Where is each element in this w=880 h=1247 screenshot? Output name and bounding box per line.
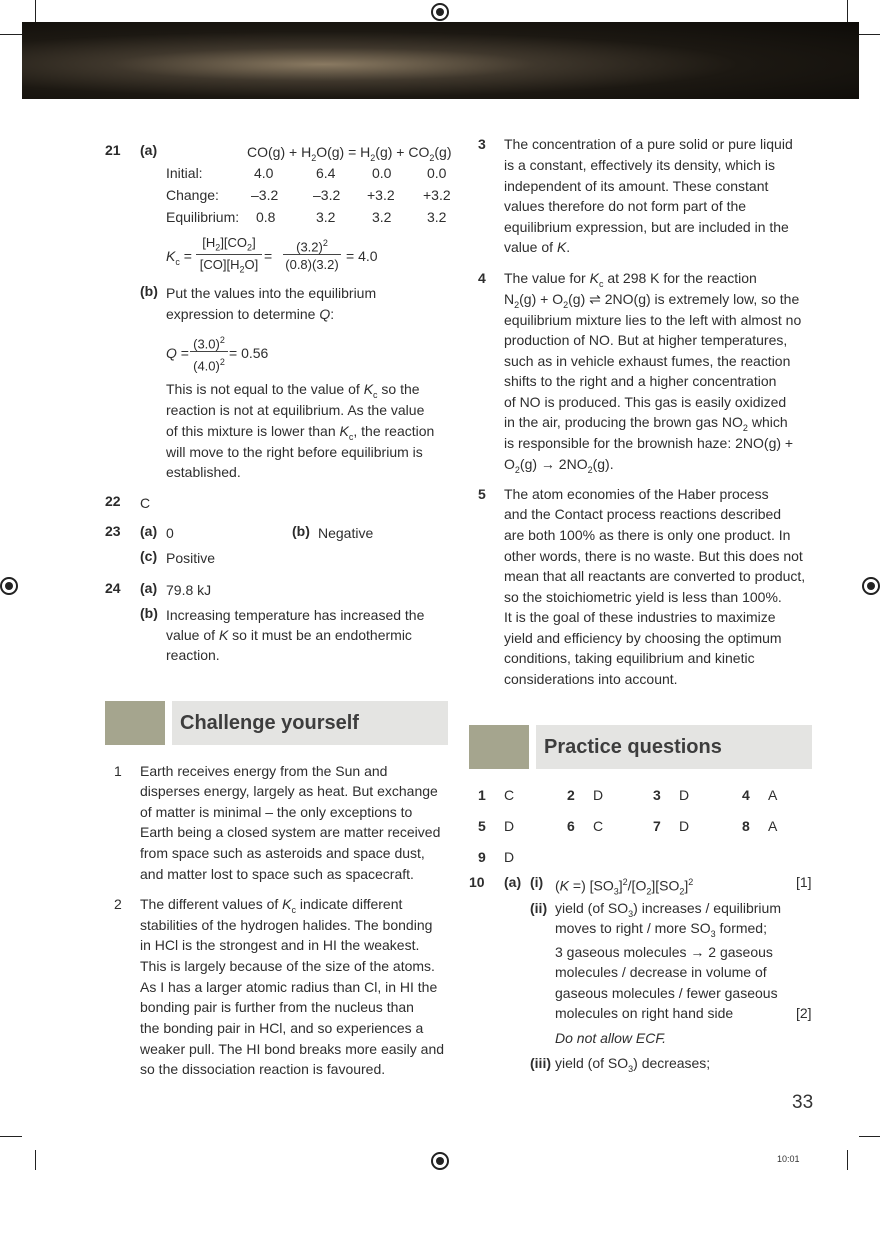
page-number: 33 — [792, 1092, 814, 1113]
text-line: molecules on right hand side — [555, 1005, 734, 1021]
text-line: will move to the right before equilibrium is — [166, 444, 423, 460]
kc-num-values: $(3.2)^2$ — [296, 238, 328, 255]
part-label: (a) — [140, 523, 158, 539]
part-label: (b) — [140, 283, 158, 299]
text-line: such as in vehicle exhaust fumes, the reaction — [504, 353, 791, 369]
crop-mark — [859, 1136, 880, 1137]
mcq-answer: A — [768, 787, 778, 803]
header-banner-image — [22, 22, 859, 99]
fraction-bar — [196, 254, 262, 255]
text-line: of NO is produced. This gas is easily oxidized — [504, 394, 787, 410]
text-line: The value for $K_c$ at 298 K for the reaction — [504, 270, 757, 289]
text-line: of matter is minimal – the only exceptions to — [140, 804, 413, 820]
mcq-number: 6 — [567, 818, 575, 834]
mcq-answer: D — [504, 849, 515, 865]
print-timestamp: 10:01 — [777, 1154, 800, 1164]
q-denominator: $(4.0)^2$ — [193, 357, 225, 374]
mcq-answer: D — [679, 787, 690, 803]
text-line: conditions, taking equilibrium and kinetic — [504, 650, 755, 666]
text-line: production of NO. But at higher temperatures, — [504, 332, 788, 348]
text-line: values therefore do not form part of the — [504, 198, 747, 214]
text-line: Earth being a closed system are matter received — [140, 824, 441, 840]
subpart-label: (ii) — [530, 900, 548, 916]
text-line: in the air, producing the brown gas $NO_2$ which — [504, 414, 788, 433]
text-line: shifts to the right and a higher concentration — [504, 373, 777, 389]
text-line: Earth receives energy from the Sun and — [140, 763, 388, 779]
question-number: 10 — [469, 874, 485, 890]
part-label: (a) — [140, 580, 158, 596]
answer: C — [140, 495, 151, 511]
text-line: and matter lost to space such as spacecraft. — [140, 866, 414, 882]
text-line: in HCl is the strongest and in HI the weakest. — [140, 937, 420, 953]
text-line: of this mixture is lower than $K_c$, the reaction — [166, 423, 435, 442]
fraction-bar — [283, 254, 341, 255]
text-line: gaseous molecules / fewer gaseous — [555, 985, 778, 1001]
row-label: Change: — [166, 187, 219, 203]
kc-den-values: (0.8)(3.2) — [285, 257, 339, 272]
kc-denominator: $[CO][H_2O]$ — [199, 257, 259, 275]
text-line: stabilities of the hydrogen halides. The bonding — [140, 917, 433, 933]
row-label: Initial: — [166, 165, 203, 181]
table-cell: 3.2 — [427, 209, 447, 225]
crop-mark — [847, 0, 848, 22]
mcq-number: 4 — [742, 787, 750, 803]
part-label: (b) — [292, 523, 310, 539]
text-line: equilibrium mixture lies to the left with almost no — [504, 312, 802, 328]
table-cell: +3.2 — [423, 187, 451, 203]
subpart-label: (iii) — [530, 1055, 551, 1071]
crop-mark — [35, 1150, 36, 1170]
text-line: As I has a larger atomic radius than Cl, in HI the — [140, 979, 438, 995]
mcq-number: 5 — [478, 818, 486, 834]
table-cell: 3.2 — [372, 209, 392, 225]
question-number: 21 — [105, 142, 121, 158]
text-line: disperses energy, largely as heat. But exchange — [140, 783, 438, 799]
answer: Positive — [166, 550, 216, 566]
section-header-block — [105, 701, 165, 745]
crop-mark — [35, 0, 36, 22]
text-line: is responsible for the brownish haze: 2NO(g) + — [504, 435, 794, 451]
text-line: Put the values into the equilibrium — [166, 285, 377, 301]
row-label: Equilibrium: — [166, 209, 240, 225]
table-cell: –3.2 — [251, 187, 279, 203]
text-line: The concentration of a pure solid or pure liquid — [504, 136, 793, 152]
text-line: $N_2(g) + O_2(g)$ ⇌ 2NO(g) is extremely low, so the — [504, 291, 800, 310]
text-line: molecules / decrease in volume of — [555, 964, 767, 980]
text-line: reaction is not at equilibrium. As the value — [166, 402, 425, 418]
registration-mark-icon — [431, 3, 449, 21]
mcq-answer: A — [768, 818, 778, 834]
table-cell: 0.0 — [372, 165, 392, 181]
item-number: 4 — [478, 270, 486, 286]
text-line: yield (of $SO_3$) increases / equilibrium — [555, 900, 781, 919]
text-line: from space such as asteroids and space dust, — [140, 845, 425, 861]
text-line: Increasing temperature has increased the — [166, 607, 425, 623]
kc-symbol: $K_c$ = — [166, 248, 192, 267]
mcq-answer: C — [593, 818, 604, 834]
question-number: 24 — [105, 580, 121, 596]
mcq-number: 9 — [478, 849, 486, 865]
text-line: value of K. — [504, 239, 571, 255]
answer: 0 — [166, 525, 174, 541]
text-line: This is not equal to the value of $K_c$ so the — [166, 381, 420, 400]
section-title: Challenge yourself — [172, 701, 448, 745]
text-line: value of K so it must be an endothermic — [166, 627, 412, 643]
table-cell: 0.8 — [256, 209, 276, 225]
text-line: established. — [166, 464, 241, 480]
question-number: 22 — [105, 493, 121, 509]
crop-mark — [0, 34, 22, 35]
mcq-number: 8 — [742, 818, 750, 834]
question-number: 23 — [105, 523, 121, 539]
kc-numerator: $[H_2][CO_2]$ — [202, 235, 256, 253]
text-line: weaker pull. The HI bond breaks more easily and — [140, 1041, 445, 1057]
part-label: (b) — [140, 605, 158, 621]
q-symbol: Q = — [166, 345, 189, 361]
mcq-number: 7 — [653, 818, 661, 834]
text-line: the bonding pair in HCl, and so experiences a — [140, 1020, 424, 1036]
reaction-equation: $CO(g) + H_2O(g) = H_2(g) + CO_2(g)$ — [247, 144, 452, 163]
text-line: equilibrium expression, but are included in the — [504, 219, 789, 235]
table-cell: 6.4 — [316, 165, 336, 181]
item-number: 2 — [114, 896, 122, 912]
table-cell: 0.0 — [427, 165, 447, 181]
part-label: (c) — [140, 548, 158, 564]
text-line: independent of its amount. These constant — [504, 178, 769, 194]
kc-result: = 4.0 — [346, 248, 378, 264]
text-line: It is the goal of these industries to maximize — [504, 609, 776, 625]
text-line: expression to determine Q: — [166, 306, 335, 322]
table-cell: 3.2 — [316, 209, 336, 225]
table-cell: +3.2 — [367, 187, 395, 203]
q-numerator: $(3.0)^2$ — [193, 335, 225, 352]
mark-allocation: [1] — [796, 874, 812, 890]
registration-mark-icon — [862, 577, 880, 595]
text-line: and the Contact process reactions described — [504, 506, 782, 522]
equals-sign: = — [264, 248, 273, 264]
table-cell: –3.2 — [313, 187, 341, 203]
text-line: is a constant, effectively its density, which is — [504, 157, 776, 173]
examiner-note: Do not allow ECF. — [555, 1030, 667, 1046]
text-line: moves to right / more $SO_3$ formed; — [555, 920, 767, 939]
part-label: (a) — [140, 142, 158, 158]
mcq-answer: D — [679, 818, 690, 834]
table-cell: 4.0 — [254, 165, 274, 181]
q-result: = 0.56 — [229, 345, 269, 361]
text-line: The atom economies of the Haber process — [504, 486, 769, 502]
fraction-bar — [190, 351, 228, 352]
mcq-number: 3 — [653, 787, 661, 803]
crop-mark — [847, 1150, 848, 1170]
section-header-block — [469, 725, 529, 769]
text-line: other words, there is no waste. But this does not — [504, 548, 803, 564]
crop-mark — [0, 1136, 22, 1137]
item-number: 1 — [114, 763, 122, 779]
text-line: bonding pair is further from the nucleus than — [140, 999, 414, 1015]
answer: Negative — [318, 525, 374, 541]
text-line: mean that all reactants are converted to product, — [504, 568, 806, 584]
text-line: considerations into account. — [504, 671, 678, 687]
answer: 79.8 kJ — [166, 582, 212, 598]
text-line: so the stoichiometric yield is less than 100%. — [504, 589, 782, 605]
text-line: $O_2(g) \to 2NO_2(g)$. — [504, 456, 614, 475]
text-line: (K =) $[SO_3]^2/[O_2][SO_2]^2$ — [555, 877, 694, 897]
item-number: 3 — [478, 136, 486, 152]
item-number: 5 — [478, 486, 486, 502]
text-line: reaction. — [166, 647, 220, 663]
text-line: are both 100% as there is only one product. In — [504, 527, 791, 543]
text-line: This is largely because of the size of the atoms. — [140, 958, 435, 974]
subpart-label: (i) — [530, 874, 544, 890]
text-line: yield (of $SO_3$) decreases; — [555, 1055, 711, 1074]
text-line: so the dissociation reaction is favoured. — [140, 1061, 386, 1077]
mark-allocation: [2] — [796, 1005, 812, 1021]
mcq-answer: D — [593, 787, 604, 803]
text-line: yield and efficiency by choosing the optimum — [504, 630, 782, 646]
text-line: 3 gaseous molecules → 2 gaseous — [555, 944, 773, 960]
part-label: (a) — [504, 874, 522, 890]
registration-mark-icon — [431, 1152, 449, 1170]
text-line: The different values of $K_c$ indicate different — [140, 896, 403, 915]
mcq-answer: C — [504, 787, 515, 803]
mcq-number: 1 — [478, 787, 486, 803]
mcq-answer: D — [504, 818, 515, 834]
mcq-number: 2 — [567, 787, 575, 803]
crop-mark — [859, 34, 880, 35]
section-title: Practice questions — [536, 725, 812, 769]
registration-mark-icon — [0, 577, 18, 595]
